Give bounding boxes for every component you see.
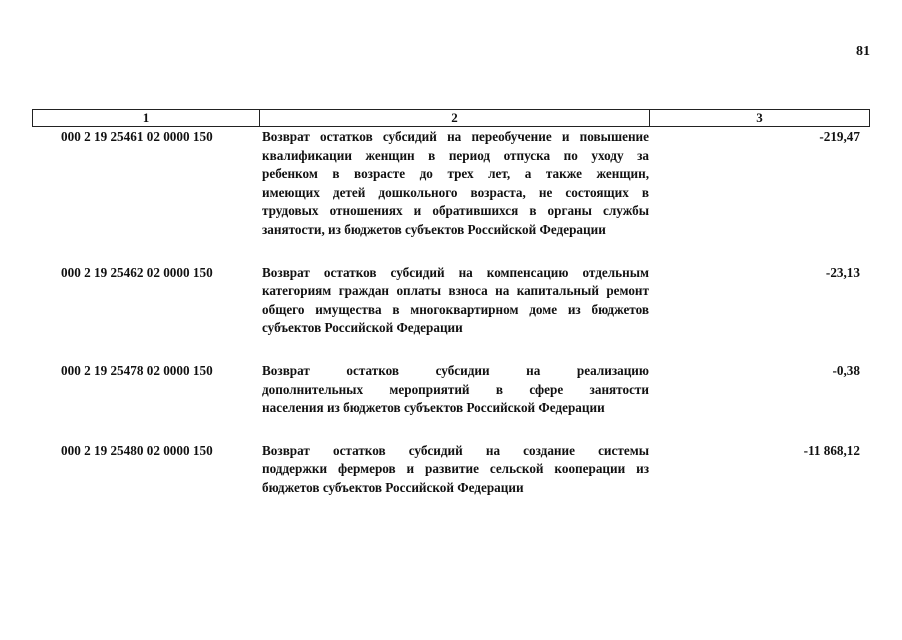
description-line: общего имущества в многоквартирном доме из бюджетов — [262, 301, 649, 317]
budget-code: 000 2 19 25480 02 0000 150 — [61, 442, 213, 458]
amount-value: -0,38 — [832, 362, 860, 378]
row-description — [259, 442, 649, 498]
budget-code: 000 2 19 25462 02 0000 150 — [61, 264, 213, 280]
description-line: Возврат остатков субсидий на создание системы — [262, 442, 649, 458]
table-header — [32, 109, 870, 127]
column-header-2: 2 — [260, 110, 650, 126]
page-number: 81 — [856, 44, 870, 59]
row-description — [259, 128, 649, 240]
description-line: бюджетов субъектов Российской Федерации — [262, 479, 524, 495]
budget-code: 000 2 19 25461 02 0000 150 — [61, 129, 213, 144]
description-line: Возврат остатков субсидий на компенсацию отдельным — [262, 264, 649, 280]
description-line: поддержки фермеров и развитие сельской кооперации из — [262, 461, 649, 477]
column-header-1: 1 — [33, 110, 260, 126]
table-row — [32, 128, 870, 240]
budget-code: 000 2 19 25478 02 0000 150 — [61, 362, 213, 378]
description-line: занятости, из бюджетов субъектов Российской Федерации — [262, 221, 606, 237]
description-line: субъектов Российской Федерации — [262, 320, 463, 336]
description-line: ребенком в возрасте до трех лет, а также женщин, — [262, 166, 649, 182]
description-line: Возврат остатков субсидий на переобучение и повышение — [262, 129, 649, 144]
description-line: трудовых отношениях и обратившихся в органы службы — [262, 203, 649, 219]
column-header-3: 3 — [756, 110, 763, 125]
table-body — [32, 128, 870, 498]
row-description — [259, 264, 649, 338]
table-row — [32, 264, 870, 338]
row-description — [259, 362, 649, 418]
amount-value: -219,47 — [819, 129, 860, 144]
description-line: категориям граждан оплаты взноса на капитальный ремонт — [262, 283, 649, 299]
description-line: имеющих детей дошкольного возраста, не состоящих в — [262, 184, 649, 200]
amount-value: -11 868,12 — [803, 442, 860, 458]
table-row — [32, 442, 870, 498]
amount-value: -23,13 — [825, 264, 860, 280]
description-line: квалификации женщин в период отпуска по уходу за — [262, 147, 649, 163]
description-line: населения из бюджетов субъектов Российской Федерации — [262, 400, 605, 416]
table-row — [32, 362, 870, 418]
description-line: дополнительных мероприятий в сфере занятости — [262, 381, 649, 397]
description-line: Возврат остатков субсидии на реализацию — [262, 362, 649, 378]
